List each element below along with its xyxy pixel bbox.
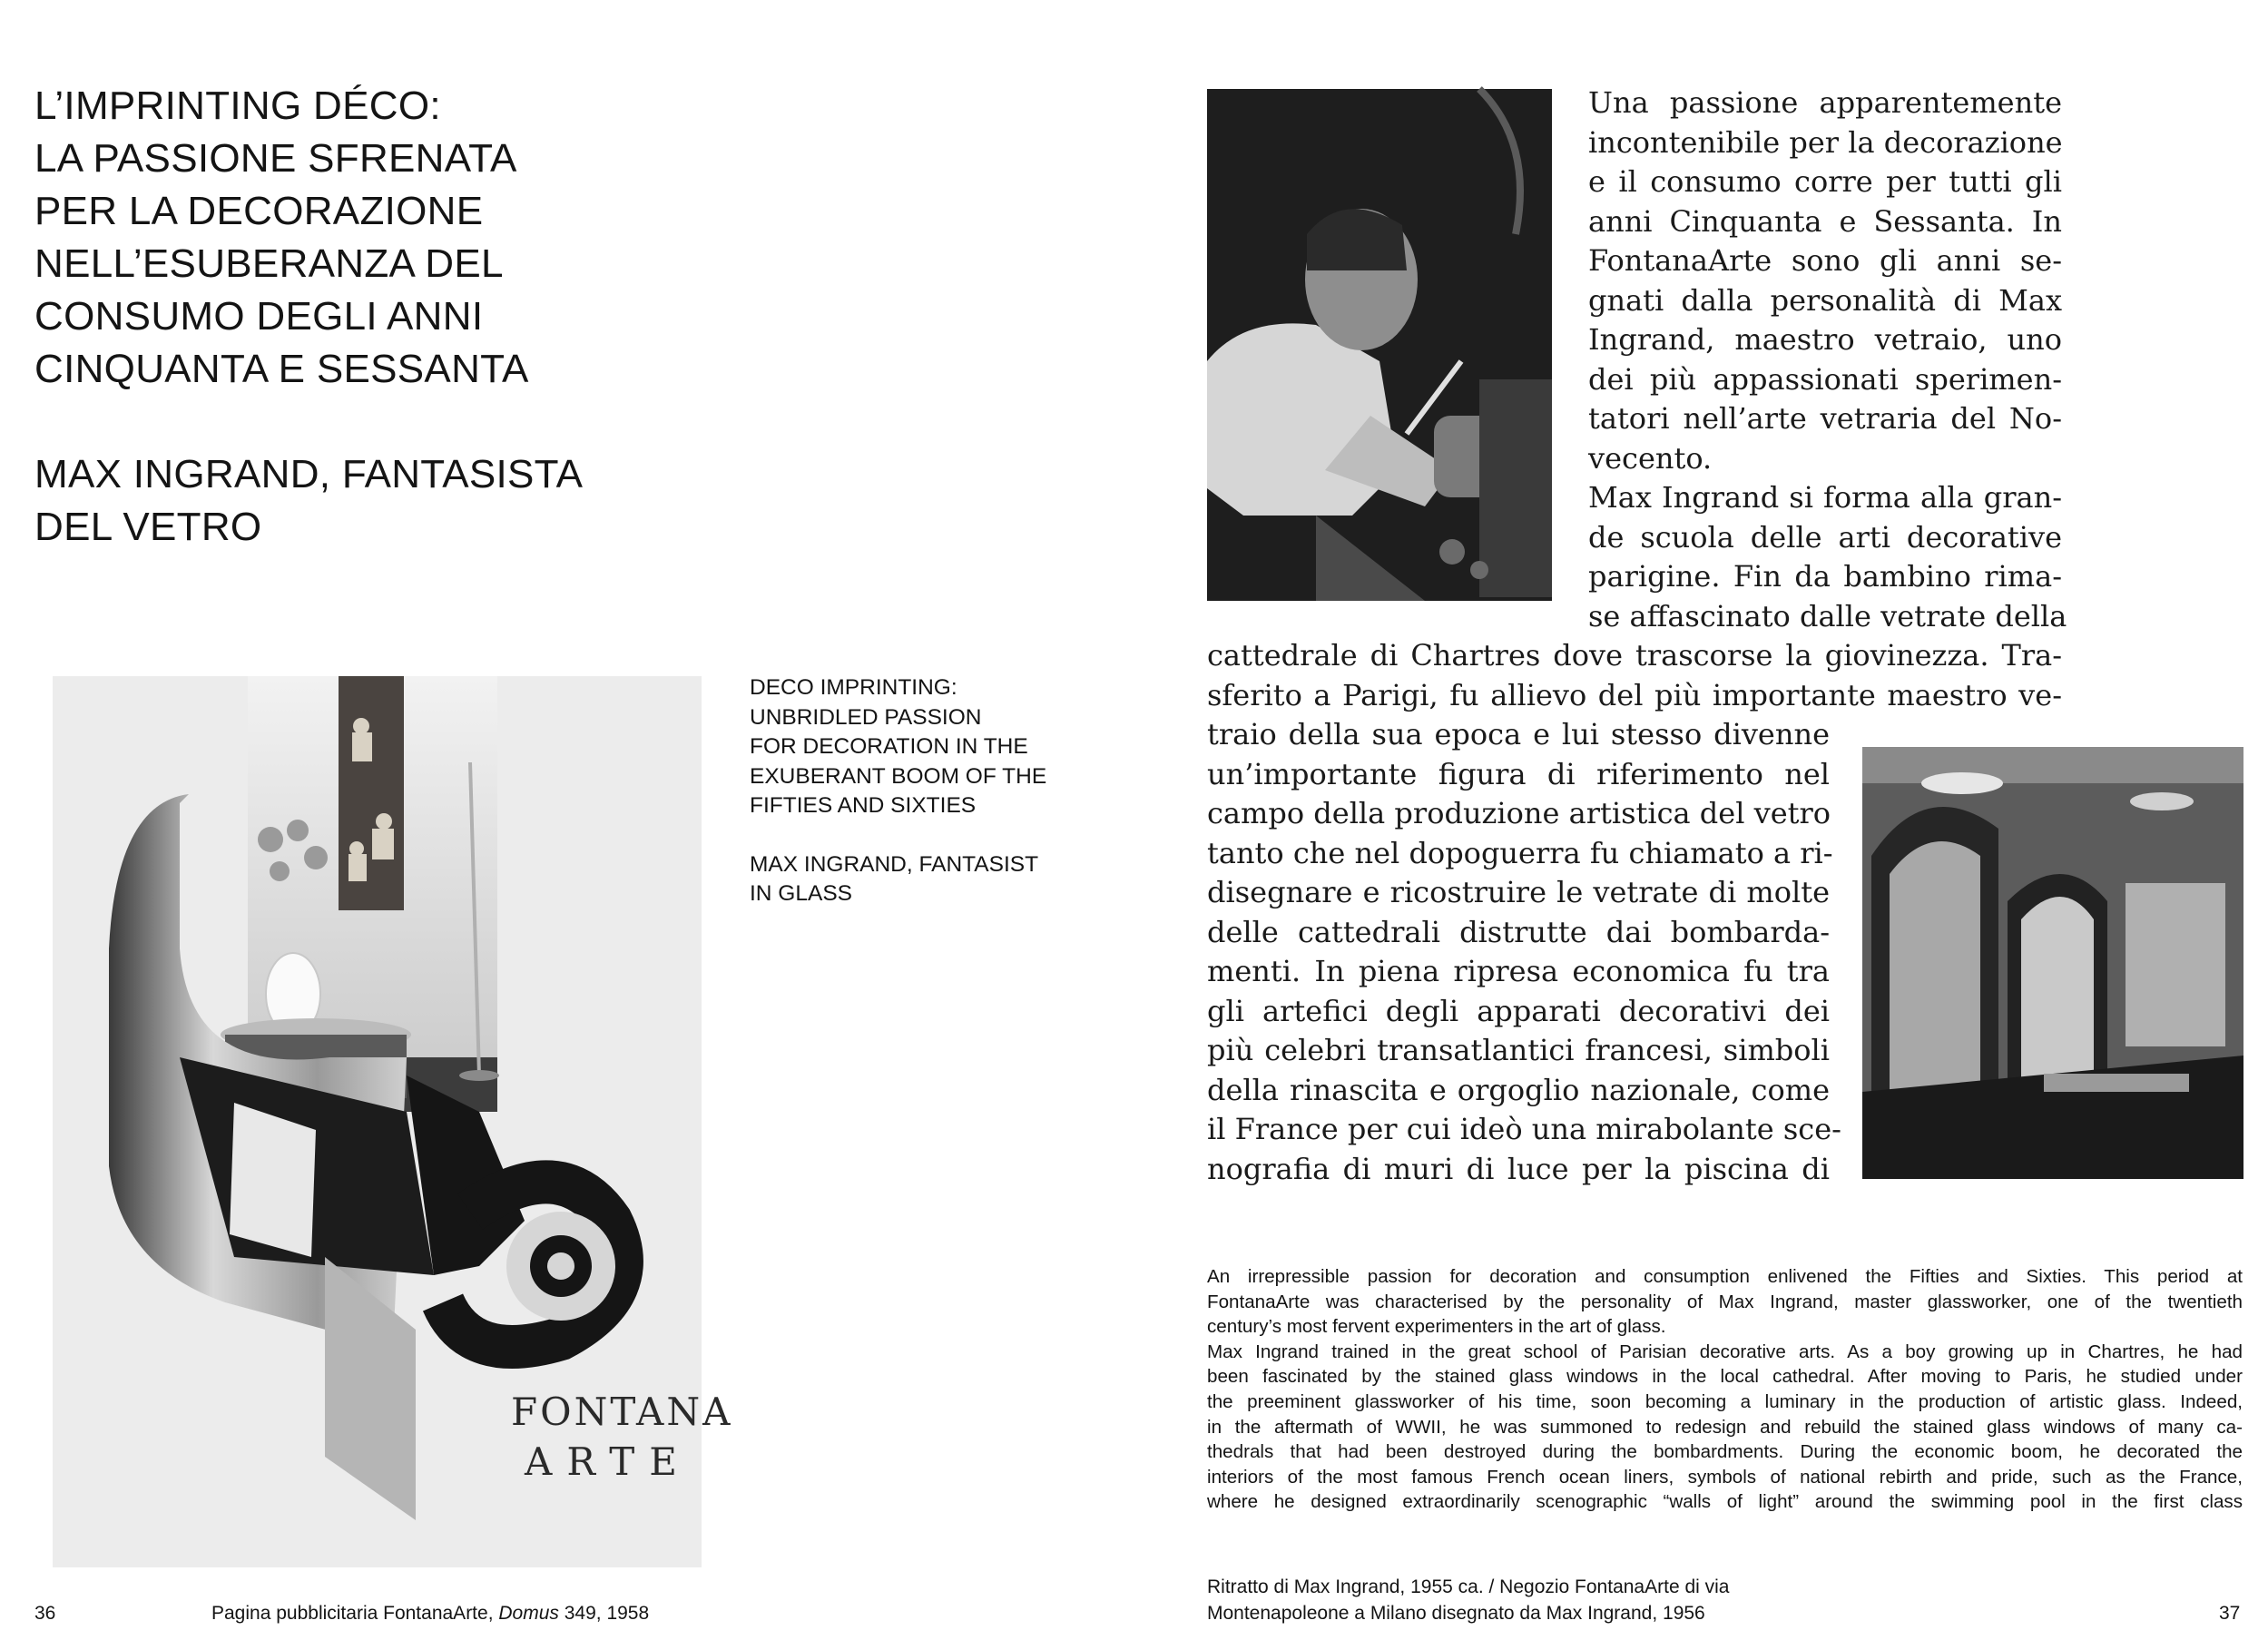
body-line: gnati dalla personalità di Max bbox=[1588, 282, 2062, 318]
body-line: menti. In piena ripresa economica fu tra bbox=[1207, 954, 1830, 988]
body-en-line: century’s most fervent experimenters in the art of glass. bbox=[1207, 1316, 1666, 1338]
portrait-photo bbox=[1207, 89, 1552, 601]
subtitle-line: MAX INGRAND, FANTASISTA bbox=[34, 452, 584, 496]
body-line: gli artefici degli apparati decorativi dei bbox=[1207, 993, 1830, 1028]
body-text-italian-full bbox=[1207, 636, 2062, 715]
subtitle-en-line: IN GLASS bbox=[750, 881, 853, 906]
title-en-line: EXUBERANT BOOM OF THE bbox=[750, 763, 1047, 789]
body-line: il France per cui ideò una mirabolante sce- bbox=[1207, 1112, 1841, 1146]
body-en-line: where he designed extraordinarily scenographic “walls of light” around the swimming pool in the first class bbox=[1207, 1491, 2243, 1513]
fontanaarte-advertisement-image bbox=[53, 676, 733, 1567]
body-line: nografia di muri di luce per la piscina di bbox=[1207, 1151, 1830, 1186]
body-line: anni Cinquanta e Sessanta. In bbox=[1588, 203, 2062, 239]
body-line: parigine. Fin da bambino rima- bbox=[1588, 559, 2062, 594]
body-en-line: interiors of the most famous French ocean liners, symbols of national rebirth and pride, such as the France, bbox=[1207, 1466, 2243, 1488]
body-line: dei più appassionati sperimen- bbox=[1588, 361, 2062, 397]
body-en-line: FontanaArte was characterised by the personality of Max Ingrand, master glassworker, one of the twentieth bbox=[1207, 1291, 2243, 1312]
image-caption-left: Pagina pubblicitaria FontanaArte, Domus 349, 1958 bbox=[211, 1603, 650, 1624]
body-line: vecento. bbox=[1588, 440, 1713, 476]
fontanaarte-logo-line2: ARTE bbox=[525, 1439, 692, 1484]
body-line: FontanaArte sono gli anni se- bbox=[1588, 243, 2062, 278]
title-en-line: UNBRIDLED PASSION bbox=[750, 704, 982, 730]
body-en-line: Max Ingrand trained in the great school of Parisian decorative arts. As a boy growing up in Chartres, he had bbox=[1207, 1341, 2243, 1362]
body-line: Una passione apparentemente bbox=[1588, 85, 2062, 120]
body-text-italian-col2 bbox=[1207, 715, 1841, 1189]
subtitle-en-line: MAX INGRAND, FANTASIST bbox=[750, 851, 1039, 877]
body-line: della rinascita e orgoglio nazionale, come bbox=[1207, 1072, 1830, 1107]
body-line: incontenibile per la decorazione bbox=[1588, 124, 2063, 160]
page-number-left: 36 bbox=[34, 1603, 56, 1624]
title-line: CONSUMO DEGLI ANNI bbox=[34, 294, 484, 339]
title-line: LA PASSIONE SFRENATA bbox=[34, 136, 517, 181]
subtitle-line: DEL VETRO bbox=[34, 505, 262, 549]
fontanaarte-logo-line1: FONTANA bbox=[511, 1390, 733, 1434]
body-line: de scuola delle arti decorative bbox=[1588, 519, 2062, 555]
body-en-line: been fascinated by the stained glass windows in the local cathedral. After moving to Paris, he studied under bbox=[1207, 1366, 2243, 1388]
body-line: sferito a Parigi, fu allievo del più importante maestro ve- bbox=[1207, 677, 2062, 712]
body-line: e il consumo corre per tutti gli bbox=[1588, 164, 2062, 199]
body-line: delle cattedrali distrutte dai bombarda- bbox=[1207, 914, 1830, 949]
body-line: Max Ingrand si forma alla gran- bbox=[1588, 480, 2062, 515]
page-number-right: 37 bbox=[2219, 1603, 2241, 1624]
caption-line: Ritratto di Max Ingrand, 1955 ca. / Negozio FontanaArte di via bbox=[1207, 1576, 1730, 1597]
page-title-italian bbox=[34, 80, 688, 554]
title-en-line: DECO IMPRINTING: bbox=[750, 675, 957, 700]
image-caption-right bbox=[1207, 1574, 1729, 1626]
body-en-line: An irrepressible passion for decoration and consumption enlivened the Fifties and Sixties. This period at bbox=[1207, 1266, 2243, 1287]
body-text-italian-col1 bbox=[1588, 83, 2067, 636]
body-line: Ingrand, maestro vetraio, uno bbox=[1588, 322, 2062, 357]
body-en-line: in the aftermath of WWII, he was summoned to redesign and rebuild the stained glass windows of many ca- bbox=[1207, 1416, 2243, 1438]
page-title-english bbox=[750, 673, 1113, 909]
body-en-line: thedrals that had been destroyed during the bombardments. During the economic boom, he decorated the bbox=[1207, 1441, 2243, 1463]
body-line: cattedrale di Chartres dove trascorse la giovinezza. Tra- bbox=[1207, 638, 2062, 673]
title-line: L’IMPRINTING DÉCO: bbox=[34, 83, 441, 128]
title-line: NELL’ESUBERANZA DEL bbox=[34, 241, 504, 286]
body-line: se affascinato dalle vetrate della bbox=[1588, 598, 2067, 633]
title-line: PER LA DECORAZIONE bbox=[34, 189, 484, 233]
caption-line: Montenapoleone a Milano disegnato da Max Ingrand, 1956 bbox=[1207, 1603, 1705, 1624]
body-line: traio della sua epoca e lui stesso divenne bbox=[1207, 717, 1830, 751]
title-en-line: FIFTIES AND SIXTIES bbox=[750, 793, 977, 818]
shop-interior-photo bbox=[1862, 747, 2243, 1179]
body-line: disegnare e ricostruire le vetrate di molte bbox=[1207, 875, 1830, 909]
title-line: CINQUANTA E SESSANTA bbox=[34, 347, 529, 391]
body-line: tanto che nel dopoguerra fu chiamato a ri- bbox=[1207, 835, 1833, 870]
body-line: più celebri transatlantici francesi, simboli bbox=[1207, 1033, 1830, 1067]
body-line: un’importante figura di riferimento nel bbox=[1207, 756, 1830, 791]
body-line: tatori nell’arte vetraria del No- bbox=[1588, 401, 2062, 436]
body-en-line: the preeminent glassworker of his time, soon becoming a luminary in the production of artistic glass. Indeed, bbox=[1207, 1390, 2243, 1412]
body-text-english bbox=[1207, 1264, 2243, 1515]
title-en-line: FOR DECORATION IN THE bbox=[750, 734, 1028, 759]
body-line: campo della produzione artistica del vetro bbox=[1207, 796, 1831, 830]
